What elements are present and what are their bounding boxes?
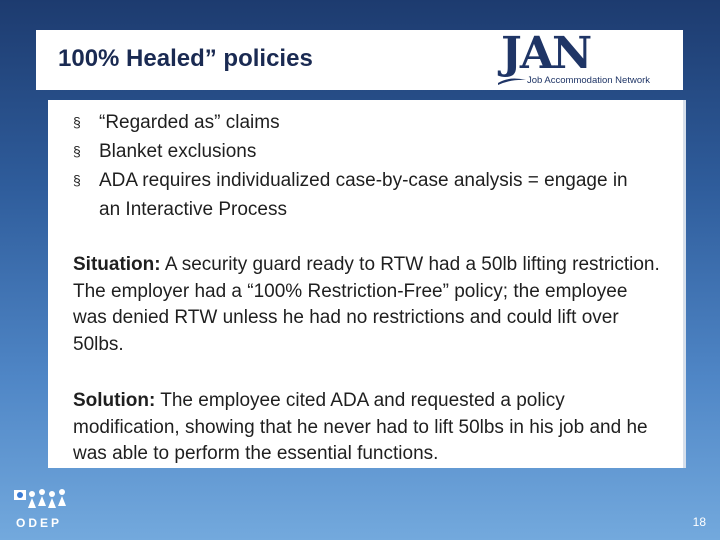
- bullet-item: [73, 137, 653, 166]
- solution-label: Solution:: [73, 390, 156, 411]
- solution-paragraph: [73, 388, 663, 468]
- jan-logo: [497, 28, 675, 86]
- situation-label: Situation:: [73, 254, 161, 275]
- content-box: [48, 100, 683, 468]
- solution-text: The employee cited ADA and requested a policy modification, showing that he never had to lift 50lbs in his job and he was able to perform the essential functions.: [73, 390, 648, 464]
- bullet-text: ADA requires individualized case-by-case analysis = engage in an Interactive Process: [99, 170, 628, 220]
- bullet-item: [73, 166, 653, 224]
- odep-figures-icon: [10, 486, 70, 516]
- content-edge: [683, 100, 686, 468]
- odep-logo: [10, 486, 70, 534]
- jan-logo-subtitle: Job Accommodation Network: [527, 75, 651, 86]
- bullet-text: “Regarded as” claims: [99, 112, 280, 133]
- bullet-text: Blanket exclusions: [99, 141, 257, 162]
- title-bar: [36, 30, 683, 90]
- bullet-marker: §: [73, 172, 81, 188]
- bullet-marker: §: [73, 114, 81, 130]
- situation-paragraph: [73, 252, 663, 358]
- bullet-list: [73, 108, 653, 224]
- swoosh-icon: [497, 74, 527, 86]
- page-number: 18: [692, 515, 706, 529]
- bullet-item: [73, 108, 653, 137]
- situation-text: A security guard ready to RTW had a 50lb lifting restriction. The employer had a “100% Restriction-Free” policy; the employee was denied RTW unless he had no restrictions and could lift over 50lbs.: [73, 254, 660, 355]
- bullet-marker: §: [73, 143, 81, 159]
- slide-title: 100% Healed” policies: [58, 45, 313, 72]
- odep-logo-word: ODEP: [16, 516, 63, 530]
- jan-logo-letters: JAN: [501, 28, 591, 79]
